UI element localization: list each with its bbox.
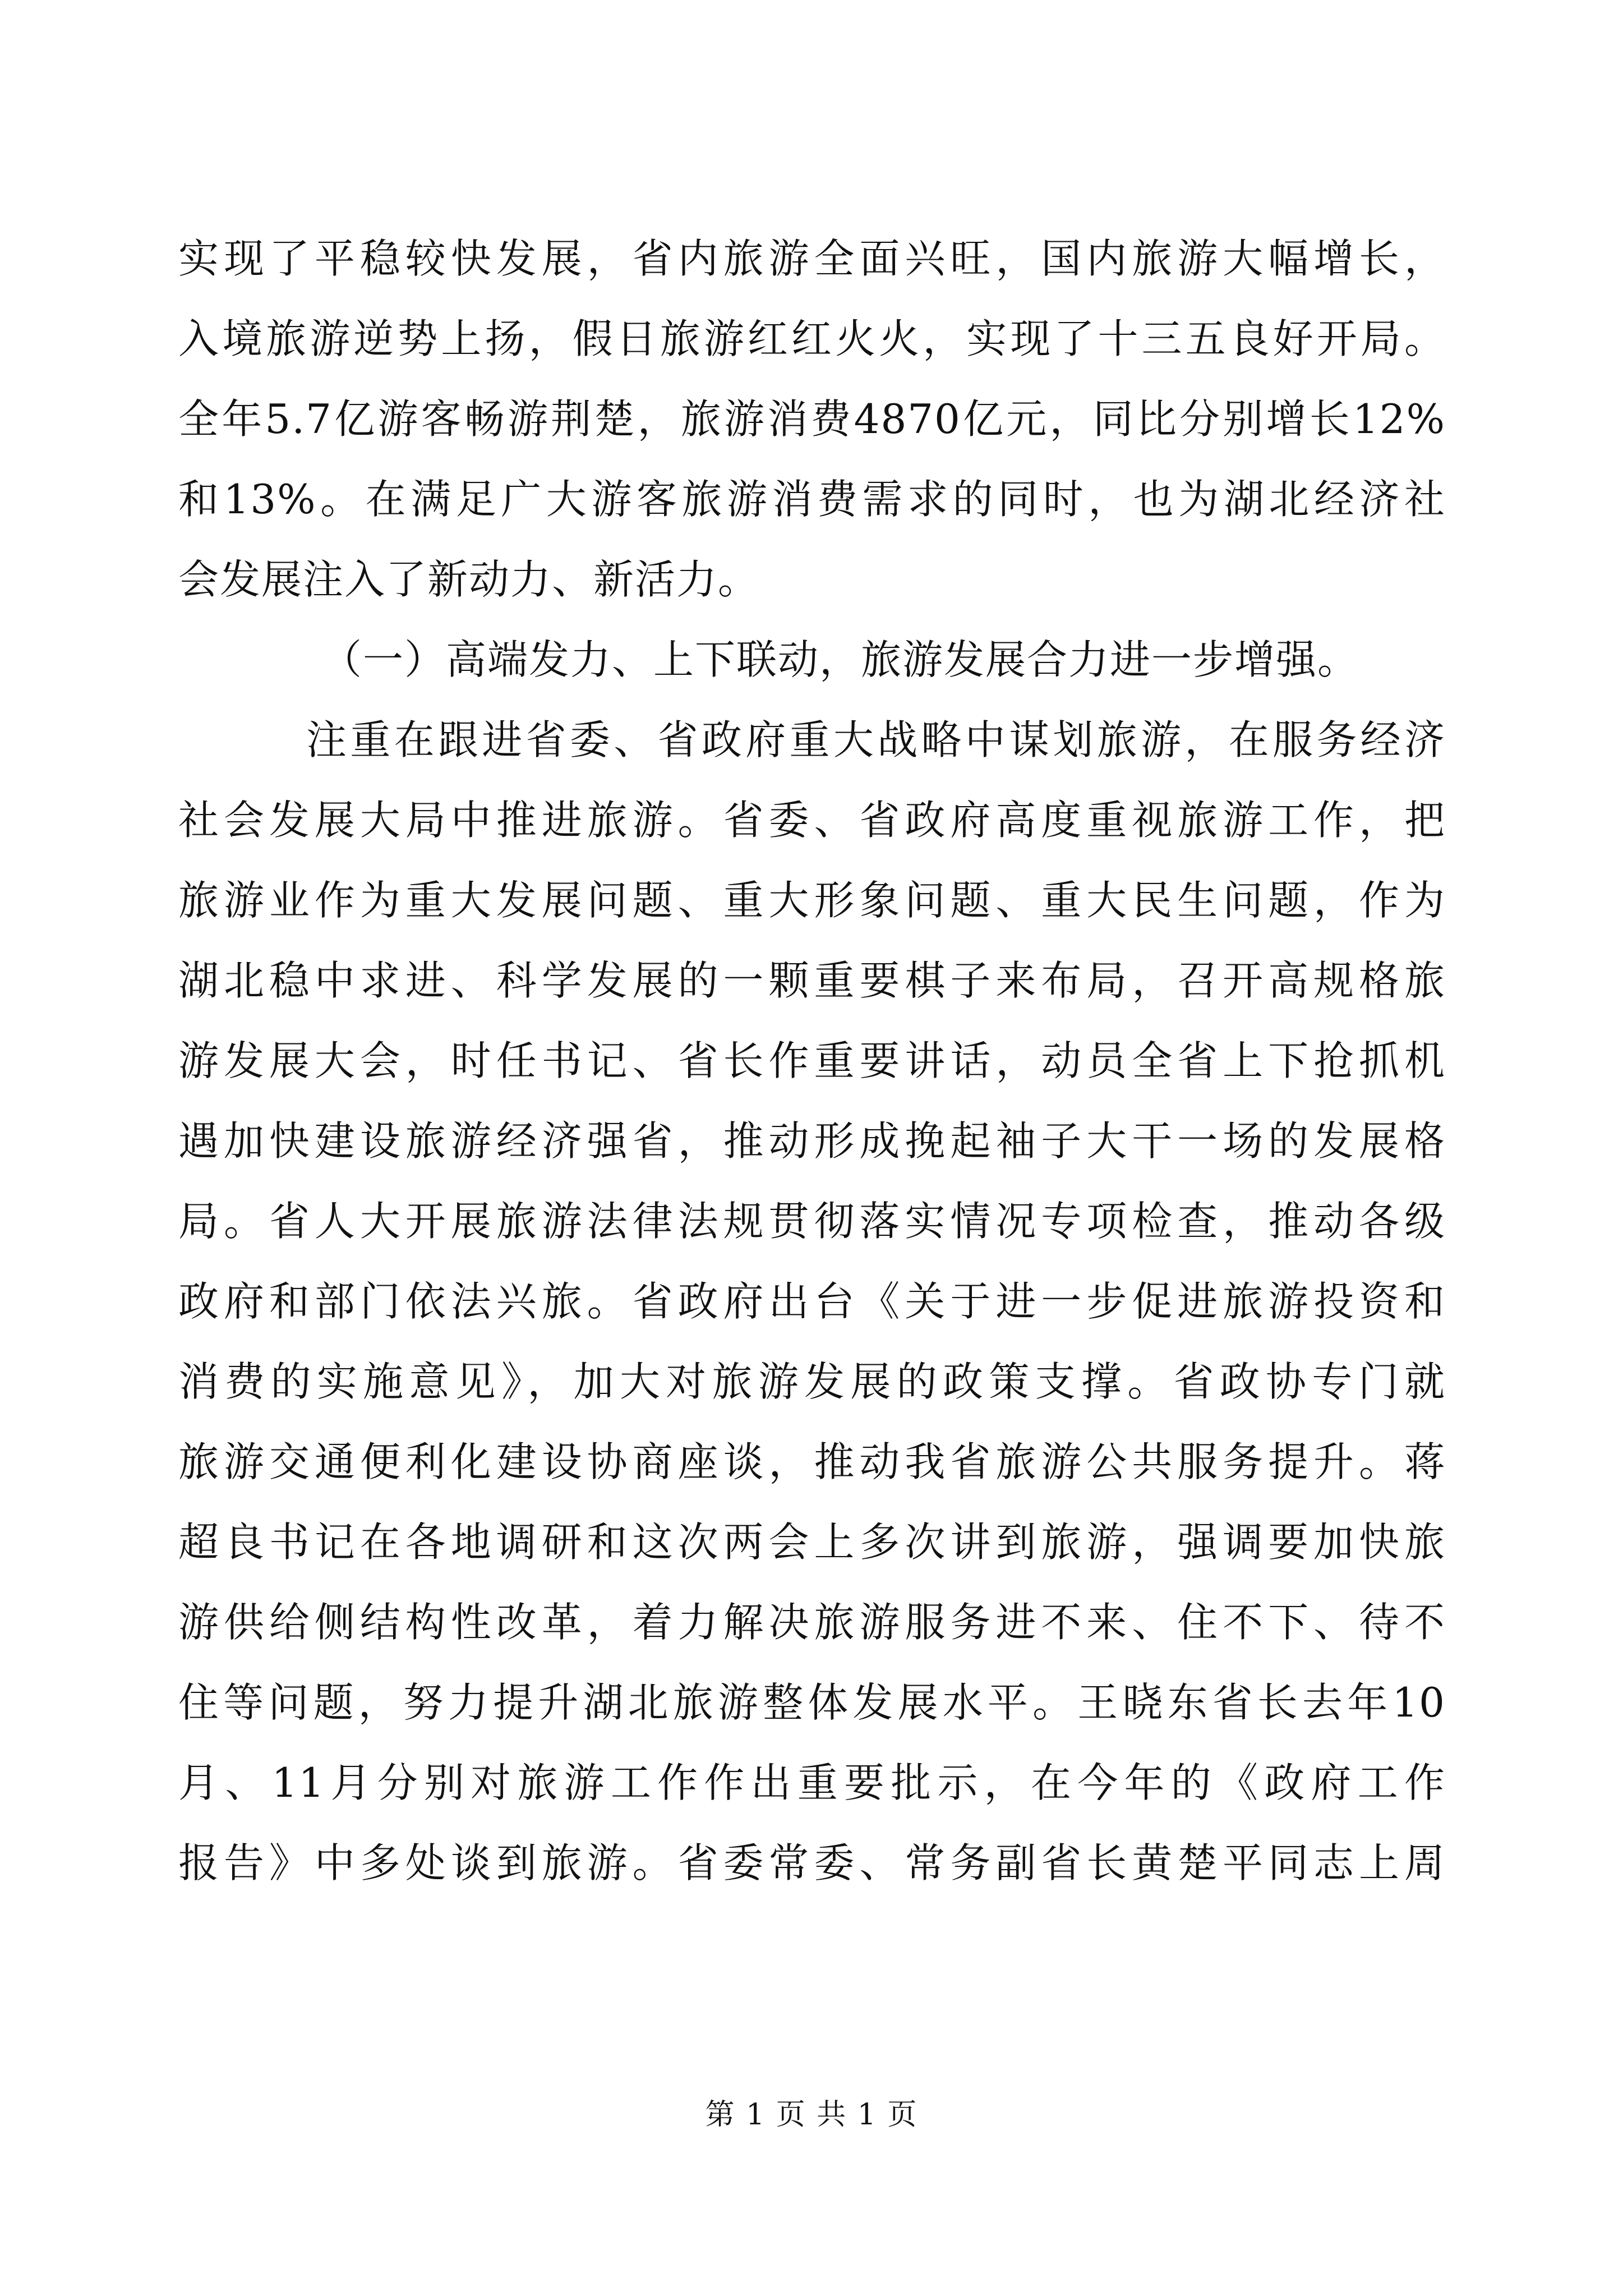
body-line: 报告》中多处谈到旅游。省委常委、常务副省长黄楚平同志上周 (178, 1839, 1446, 1887)
body-line: 和13%。在满足广大游客旅游消费需求的同时，也为湖北经济社 (178, 476, 1446, 523)
body-line: 社会发展大局中推进旅游。省委、省政府高度重视旅游工作，把 (178, 797, 1446, 844)
body-line: 游发展大会，时任书记、省长作重要讲话，动员全省上下抢抓机 (178, 1037, 1446, 1084)
section-heading: （一）高端发力、上下联动，旅游发展合力进一步增强。 (321, 636, 1359, 683)
body-line: 旅游业作为重大发展问题、重大形象问题、重大民生问题，作为 (178, 877, 1446, 924)
body-line: 局。省人大开展旅游法律法规贯彻落实情况专项检查，推动各级 (178, 1198, 1446, 1245)
body-line: 消费的实施意见》，加大对旅游发展的政策支撑。省政协专门就 (178, 1358, 1446, 1405)
body-line: 全年5.7亿游客畅游荆楚，旅游消费4870亿元，同比分别增长12% (178, 395, 1446, 443)
body-line: 月、11月分别对旅游工作作出重要批示，在今年的《政府工作 (178, 1759, 1446, 1806)
body-line: 实现了平稳较快发展，省内旅游全面兴旺，国内旅游大幅增长， (178, 235, 1446, 282)
body-line: 政府和部门依法兴旅。省政府出台《关于进一步促进旅游投资和 (178, 1278, 1446, 1325)
body-line: 住等问题，努力提升湖北旅游整体发展水平。王晓东省长去年10 (178, 1679, 1446, 1726)
body-line: 遇加快建设旅游经济强省，推动形成挽起袖子大干一场的发展格 (178, 1117, 1446, 1165)
body-line: 游供给侧结构性改革，着力解决旅游服务进不来、住不下、待不 (178, 1599, 1446, 1646)
page-number-footer: 第 1 页 共 1 页 (705, 2098, 918, 2132)
body-line: 会发展注入了新动力、新活力。 (178, 556, 760, 603)
body-line: 入境旅游逆势上扬，假日旅游红红火火，实现了十三五良好开局。 (178, 315, 1446, 362)
body-line: 旅游交通便利化建设协商座谈，推动我省旅游公共服务提升。蒋 (178, 1438, 1446, 1485)
body-line: 超良书记在各地调研和这次两会上多次讲到旅游，强调要加快旅 (178, 1519, 1446, 1566)
document-body (178, 219, 1446, 1903)
body-line: 湖北稳中求进、科学发展的一颗重要棋子来布局，召开高规格旅 (178, 957, 1446, 1004)
body-line: 注重在跟进省委、省政府重大战略中谋划旅游，在服务经济 (306, 716, 1446, 763)
